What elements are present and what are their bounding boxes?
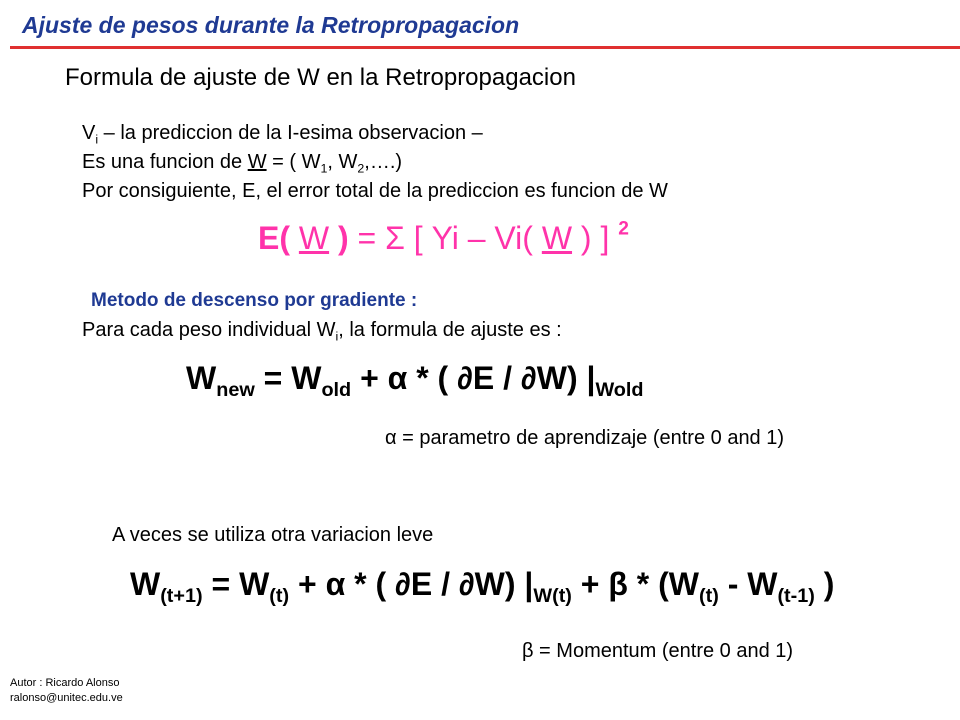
author-email: ralonso@unitec.edu.ve	[10, 692, 123, 704]
momentum-equation: $W_{(t+1)} = W_{(t)} + \alpha$ * ( ∂E / ∂W) $|_{W(t)} + \beta * (W_{(t)} - W_{(t-1)}$ )	[130, 566, 835, 607]
text-line-adjustment: Para cada peso individual $W_i$, la formula de ajuste es :	[82, 319, 562, 344]
alpha-note: α = parametro de aprendizaje (entre 0 and 1)	[385, 427, 785, 449]
text-line-prediction: $V_i$ – la prediccion de la I-esima observacion –	[82, 122, 483, 147]
author-credit	[10, 676, 123, 706]
author-name: Autor : Ricardo Alonso	[10, 677, 120, 689]
slide-subtitle: Formula de ajuste de W en la Retropropagacion	[65, 64, 576, 91]
title-divider	[10, 46, 960, 49]
method-heading: Metodo de descenso por gradiente :	[91, 290, 418, 311]
slide-title: Ajuste de pesos durante la Retropropagacion	[22, 12, 520, 38]
weight-update-equation: $W_{new} = W_{old} + \alpha$ * ( ∂E / ∂W) $|_{Wold}$	[186, 360, 644, 401]
error-equation: E( W ) = Σ [ Yi – Vi( W ) ] $^2$	[258, 218, 629, 256]
beta-note: β = Momentum (entre 0 and 1)	[522, 640, 794, 662]
text-line-error: Por consiguiente, E, el error total de la prediccion es funcion de W	[82, 180, 668, 202]
text-line-function: Es una funcion de W = ( $W_1$, $W_2,\dots$.)	[82, 151, 403, 176]
text-line-variation: A veces se utiliza otra variacion leve	[112, 524, 434, 546]
